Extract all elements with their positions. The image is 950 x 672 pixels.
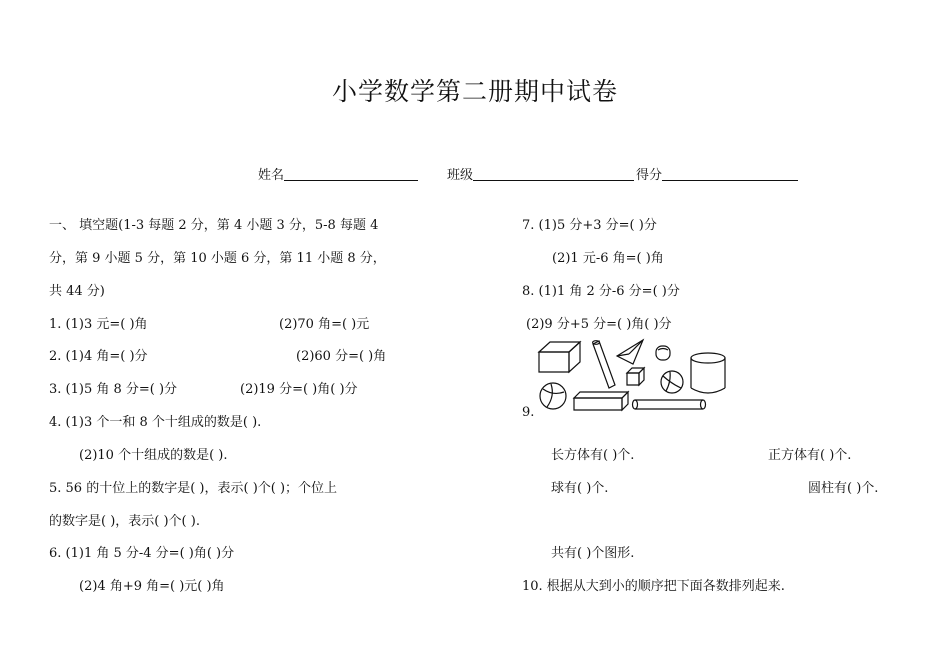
- question-6-part-2: (2)4 角+9 角=( )元( )角: [79, 579, 225, 594]
- name-label: 姓名: [258, 168, 285, 183]
- question-9-cuboid-count: 长方体有( )个.: [551, 448, 635, 463]
- section-heading-line3: 共 44 分): [49, 284, 105, 299]
- question-3-part-1: 3. (1)5 角 8 分=( )分: [49, 382, 178, 397]
- ball-shape-left: [540, 383, 566, 409]
- score-field-group: [636, 164, 798, 183]
- question-9-cube-count: 正方体有( )个.: [768, 448, 852, 463]
- class-field-group: [447, 164, 634, 183]
- ball-shape-right: [661, 371, 683, 393]
- question-9-sphere-count: 球有( )个.: [551, 481, 609, 496]
- name-field-group: [258, 164, 418, 183]
- question-4-part-2: (2)10 个十组成的数是( ).: [79, 448, 228, 463]
- class-blank[interactable]: [473, 166, 634, 181]
- question-4-part-1: 4. (1)3 个一和 8 个十组成的数是( ).: [49, 415, 262, 430]
- question-3-part-2: (2)19 分=( )角( )分: [240, 382, 358, 397]
- name-blank[interactable]: [284, 166, 418, 181]
- question-9-total-count: 共有( )个图形.: [551, 546, 635, 561]
- question-7-part-2: (2)1 元-6 角=( )角: [552, 251, 664, 266]
- question-8-part-1: 8. (1)1 角 2 分-6 分=( )分: [522, 284, 680, 299]
- question-1-part-1: 1. (1)3 元=( )角: [49, 317, 148, 332]
- question-8-part-2: (2)9 分+5 分=( )角( )分: [526, 317, 672, 332]
- question-5-line2: 的数字是( )，表示( )个( ).: [49, 514, 200, 529]
- question-2-part-1: 2. (1)4 角=( )分: [49, 349, 148, 364]
- question-7-part-1: 7. (1)5 分+3 分=( )分: [522, 218, 657, 233]
- class-label: 班级: [447, 168, 474, 183]
- question-1-part-2: (2)70 角=( )元: [279, 317, 370, 332]
- cube-shape: [627, 368, 644, 385]
- small-cylinder-shape: [656, 346, 670, 360]
- section-heading-line1: 一、 填空题(1-3 每题 2 分，第 4 小题 3 分，5-8 每题 4: [49, 218, 379, 233]
- tall-cylinder-shape: [691, 353, 725, 393]
- score-blank[interactable]: [662, 166, 798, 181]
- section-heading-line2: 分，第 9 小题 5 分，第 10 小题 6 分，第 11 小题 8 分，: [49, 251, 386, 266]
- question-6-part-1: 6. (1)1 角 5 分-4 分=( )角( )分: [49, 546, 235, 561]
- question-10-text: 10. 根据从大到小的顺序把下面各数排列起来.: [522, 579, 785, 594]
- question-9-number: 9.: [522, 405, 535, 420]
- long-cylinder-shape: [593, 341, 615, 388]
- horizontal-cylinder-shape: [633, 400, 706, 409]
- score-label: 得分: [636, 168, 663, 183]
- cuboid-shape: [539, 342, 580, 372]
- question-5-line1: 5. 56 的十位上的数字是( )，表示( )个( )；个位上: [49, 481, 338, 496]
- question-9-cylinder-count: 圆柱有( )个.: [808, 481, 879, 496]
- question-2-part-2: (2)60 分=( )角: [296, 349, 387, 364]
- flat-cuboid-shape: [574, 392, 628, 410]
- page-title: 小学数学第二册期中试卷: [331, 77, 618, 106]
- geometric-shapes-figure: [535, 336, 735, 416]
- pyramid-shape: [617, 340, 643, 364]
